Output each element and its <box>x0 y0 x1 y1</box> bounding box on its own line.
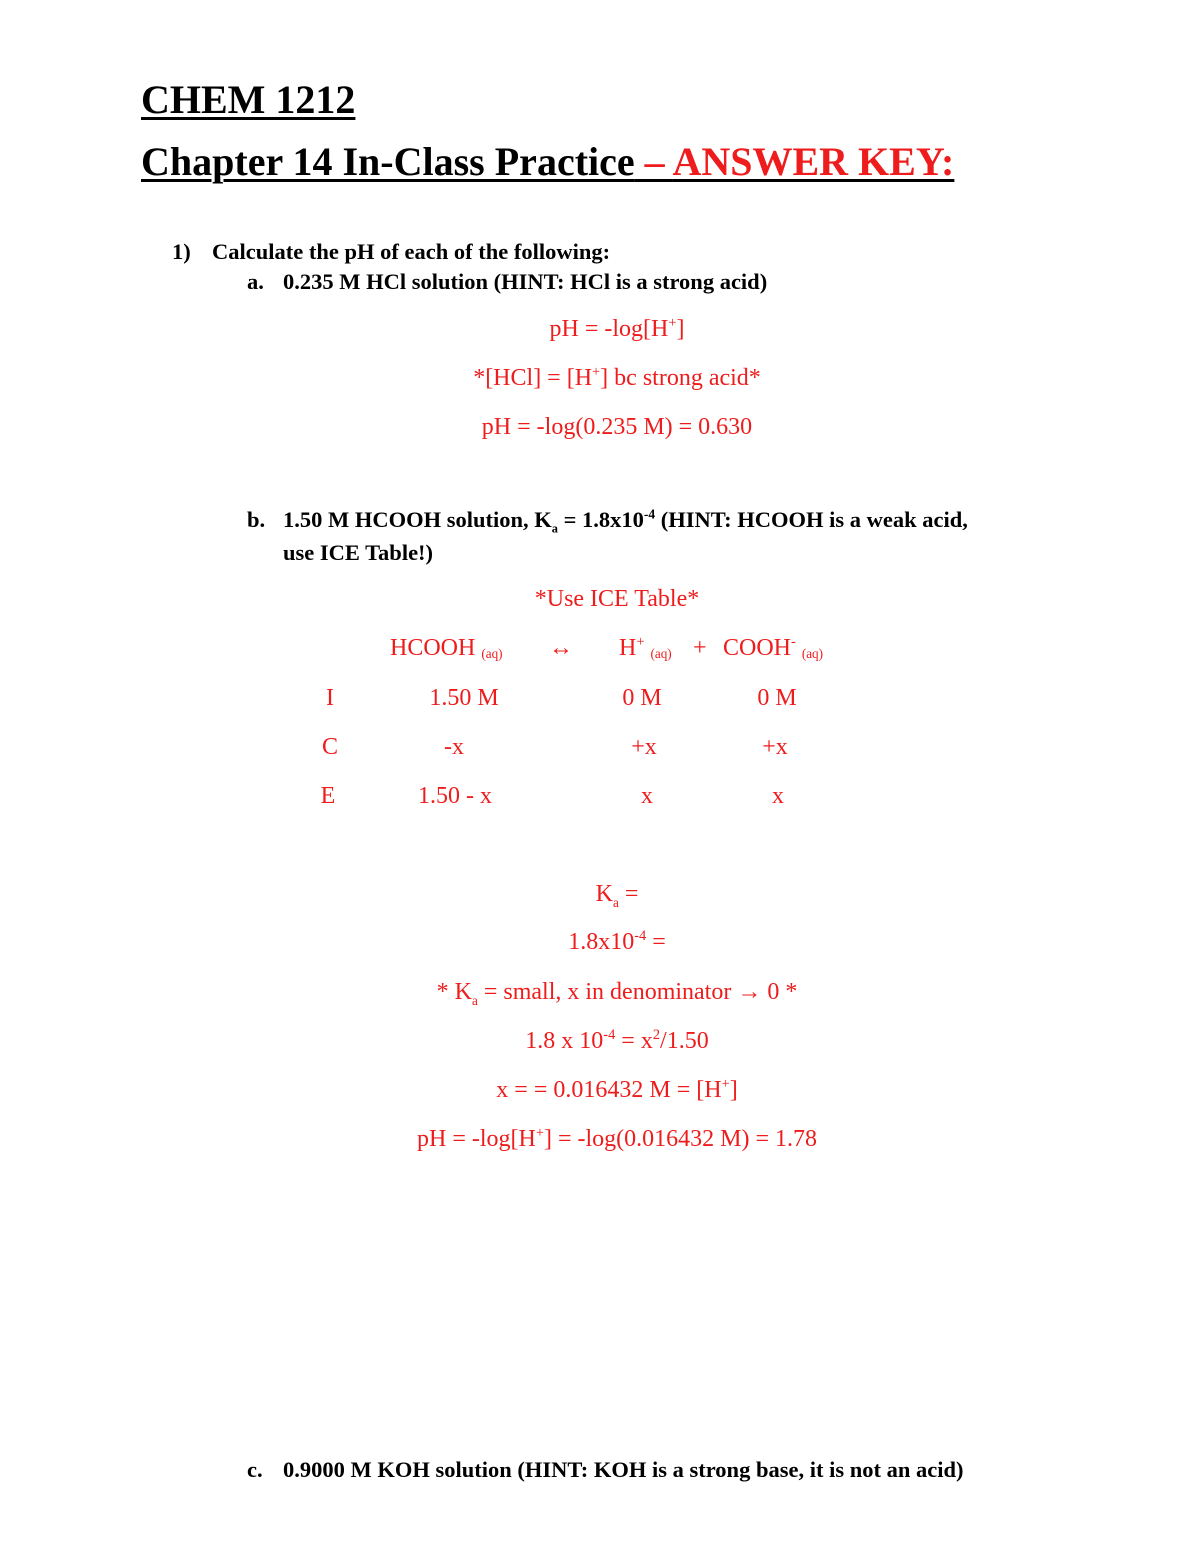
ice-cell-product2: x <box>772 783 784 809</box>
arrow-right-icon: → <box>737 979 762 1005</box>
part-b-text: 1.50 M HCOOH solution, $K_a = 1.8x10^{-4}$ (HINT: HCOOH is a weak acid, <box>283 506 968 536</box>
course-code: CHEM 1212 <box>141 77 356 122</box>
ice-cell-product2: 0 M <box>757 685 797 711</box>
ice-table-note: *Use ICE Table* <box>534 586 700 612</box>
question-1-prompt: Calculate the pH of each of the following: <box>212 239 611 264</box>
ka-expression: $K_a$ = <box>595 881 639 910</box>
ice-row-label: E <box>320 783 336 809</box>
ice-cell-product2: +x <box>762 734 788 760</box>
part-b-text-line2: use ICE Table!) <box>283 540 434 565</box>
part-a-answer-line2: *[HCl] = [H+] bc strong acid* <box>473 364 761 391</box>
ph-result: pH = -log[H+] = -log(0.016432 M) = 1.78 <box>416 1125 818 1152</box>
part-a-answer-line1: pH = -log[H+] <box>549 315 685 342</box>
reaction-product-h: H+ (aq) <box>619 634 672 661</box>
ice-row-label: I <box>326 685 334 711</box>
part-b-letter: b. <box>247 507 266 532</box>
question-1-number: 1) <box>172 239 191 264</box>
title-dash: – <box>634 139 673 184</box>
ice-cell-product1: +x <box>631 734 657 760</box>
part-a-answer-line3: pH = -log(0.235 M) = 0.630 <box>481 414 753 440</box>
ice-row-label: C <box>321 734 338 760</box>
ice-cell-product1: 0 M <box>622 685 662 711</box>
reaction-plus: + <box>693 635 707 661</box>
part-a-letter: a. <box>247 269 264 294</box>
chapter-name: Chapter 14 In-Class Practice <box>141 139 635 184</box>
answer-key-label: ANSWER KEY: <box>672 139 955 184</box>
part-c-text: 0.9000 M KOH solution (HINT: KOH is a strong base, it is not an acid) <box>283 1457 964 1482</box>
reaction-reactant: HCOOH (aq) <box>390 635 503 661</box>
part-a-text: 0.235 M HCl solution (HINT: HCl is a strong acid) <box>283 269 768 294</box>
part-c-letter: c. <box>247 1457 263 1482</box>
solve-equation: 1.8 x $10^{-4} = x^2/1.50$ <box>525 1027 709 1054</box>
ka-approximation: * $K_a$ = small, x in denominator → 0 * <box>436 979 798 1008</box>
ice-cell-reactant: 1.50 - x <box>418 783 492 809</box>
course-title <box>141 76 355 123</box>
ice-cell-product1: x <box>641 783 653 809</box>
equilibrium-arrow: ↔ <box>549 635 573 661</box>
reaction-product-cooh: COOH- (aq) <box>723 634 824 661</box>
ice-cell-reactant: 1.50 M <box>429 685 499 711</box>
ice-cell-reactant: -x <box>444 734 464 760</box>
chapter-title <box>141 138 954 185</box>
x-solution: x = = 0.016432 M = [H+] <box>496 1076 738 1103</box>
ka-value: $1.8x10^{-4}$ = <box>568 928 666 955</box>
